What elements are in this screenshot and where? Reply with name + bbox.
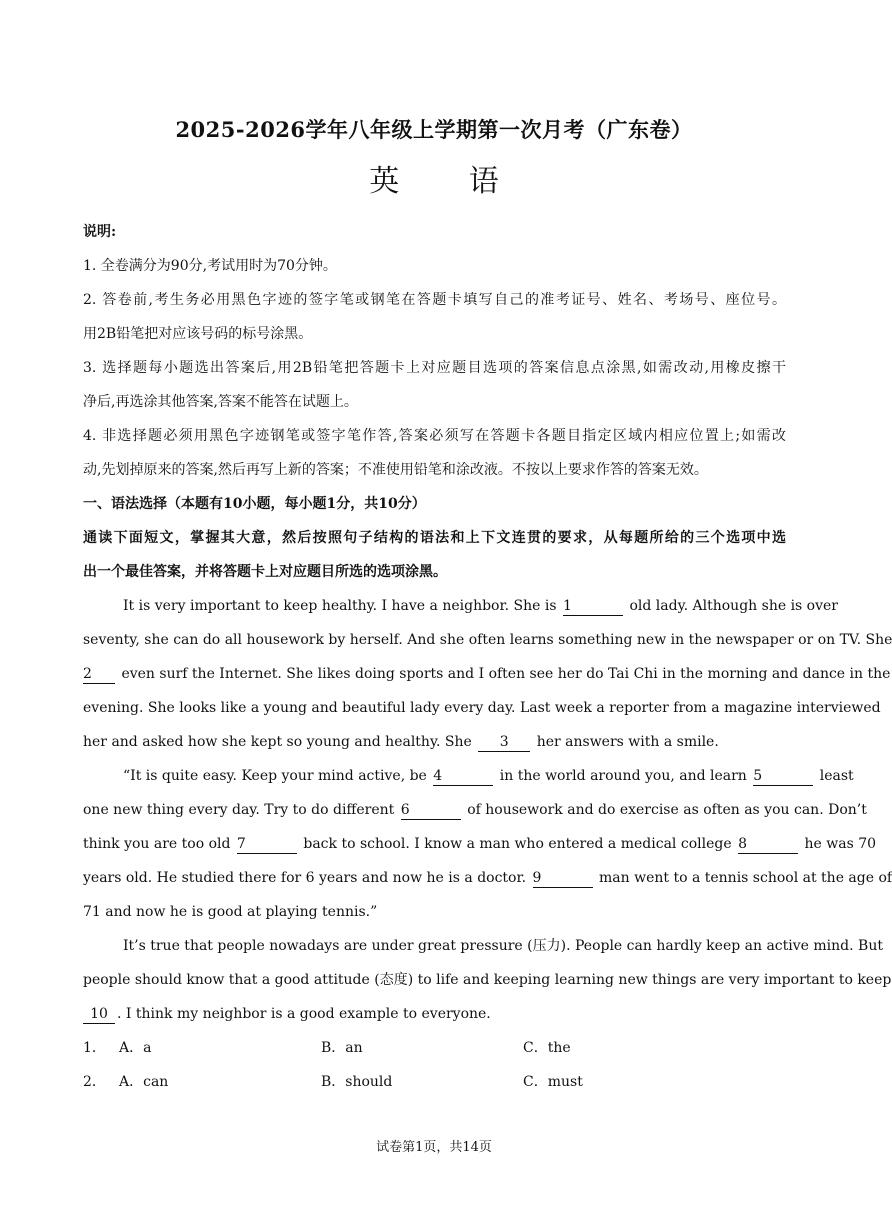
passage-text: he was 70 (804, 836, 877, 852)
option-a[interactable]: A．can (119, 1074, 169, 1090)
passage-text: . I think my neighbor is a good example to everyone. (117, 1006, 491, 1022)
exam-title: 2025-2026学年八年级上学期第一次月考（广东卷） (175, 117, 693, 142)
option-c[interactable]: C．must (523, 1074, 583, 1090)
blank-8: 8 (738, 835, 798, 854)
section-directions: 出一个最佳答案，并将答题卡上对应题目所选的选项涂黑。 (83, 564, 447, 580)
instructions-heading: 说明: (83, 224, 117, 240)
passage-text: years old. He studied there for 6 years and now he is a doctor. (83, 870, 527, 886)
blank-1: 1 (563, 597, 623, 616)
passage-text: man went to a tennis school at the age of (599, 870, 892, 886)
instruction-line: 净后,再选涂其他答案,答案不能答在试题上。 (83, 394, 358, 410)
passage-text: It is very important to keep healthy. I have a neighbor. She is (123, 598, 557, 614)
passage-text: her answers with a smile. (536, 734, 719, 750)
passage-line (83, 832, 877, 866)
blank-9: 9 (533, 869, 593, 888)
instruction-line: 动,先划掉原来的答案,然后再写上新的答案；不准使用铅笔和涂改液。不按以上要求作答的答案无效。 (83, 462, 708, 478)
passage-text: least (819, 768, 854, 784)
section-heading: 一、语法选择（本题有10小题，每小题1分，共10分） (83, 496, 426, 512)
passage-text: one new thing every day. Try to do different (83, 802, 395, 818)
question-number: 2． (83, 1074, 106, 1090)
instruction-line: 用2B铅笔把对应该号码的标号涂黑。 (83, 326, 313, 342)
blank-3: 3 (478, 733, 530, 752)
passage-text: “It is quite easy. Keep your mind active, be (123, 768, 427, 784)
question-number: 1． (83, 1040, 106, 1056)
passage-line: It’s true that people nowadays are under great pressure (压力). People can hardly keep an active mind. But (123, 938, 883, 954)
blank-4: 4 (433, 767, 493, 786)
passage-text: her and asked how she kept so young and healthy. She (83, 734, 472, 750)
passage-text: even surf the Internet. She likes doing sports and I often see her do Tai Chi in the morning and dance in the (121, 666, 891, 682)
passage-line (83, 730, 786, 764)
passage-line (83, 764, 854, 798)
instruction-line: 2. 答卷前,考生务必用黑色字迹的签字笔或钢笔在答题卡填写自己的准考证号、姓名、考场号、座位号。 (83, 292, 786, 308)
blank-5: 5 (753, 767, 813, 786)
passage-line: 71 and now he is good at playing tennis.” (83, 904, 378, 920)
exam-subject: 英 语 (369, 164, 529, 199)
page-footer: 试卷第1页，共14页 (376, 1140, 492, 1155)
passage-text: of housework and do exercise as often as you can. Don’t (467, 802, 867, 818)
instruction-line: 3. 选择题每小题选出答案后,用2B铅笔把答题卡上对应题目选项的答案信息点涂黑,如需改动,用橡皮擦干 (83, 360, 786, 376)
passage-line (83, 1002, 786, 1036)
instruction-line: 4. 非选择题必须用黑色字迹钢笔或签字笔作答,答案必须写在答题卡各题目指定区域内相应位置上;如需改 (83, 428, 786, 444)
option-c[interactable]: C．the (523, 1040, 571, 1056)
passage-text: old lady. Although she is over (629, 598, 838, 614)
blank-10: 10 (83, 1005, 115, 1024)
blank-6: 6 (401, 801, 461, 820)
passage-text: in the world around you, and learn (499, 768, 747, 784)
option-a[interactable]: A．a (119, 1040, 152, 1056)
passage-line (83, 866, 892, 900)
blank-2: 2 (83, 665, 115, 684)
passage-line (83, 798, 867, 832)
passage-line (83, 662, 891, 696)
passage-line: seventy, she can do all housework by herself. And she often learns something new in the newspaper or on TV. She (83, 632, 892, 648)
question-2-options (83, 1070, 786, 1104)
question-1-options (83, 1036, 786, 1070)
exam-content (83, 220, 892, 1104)
instruction-line: 1. 全卷满分为90分,考试用时为70分钟。 (83, 258, 337, 274)
section-directions: 通读下面短文，掌握其大意，然后按照句子结构的语法和上下文连贯的要求，从每题所给的三个选项中选 (83, 530, 786, 546)
passage-line (83, 594, 838, 628)
passage-text: back to school. I know a man who entered a medical college (303, 836, 732, 852)
option-b[interactable]: B．should (321, 1074, 393, 1090)
blank-7: 7 (237, 835, 297, 854)
passage-text: think you are too old (83, 836, 231, 852)
option-b[interactable]: B．an (321, 1040, 363, 1056)
passage-line: people should know that a good attitude (态度) to life and keeping learning new things are very important to keep (83, 972, 892, 988)
passage-line: evening. She looks like a young and beautiful lady every day. Last week a reporter from a magazine interviewed (83, 700, 881, 716)
